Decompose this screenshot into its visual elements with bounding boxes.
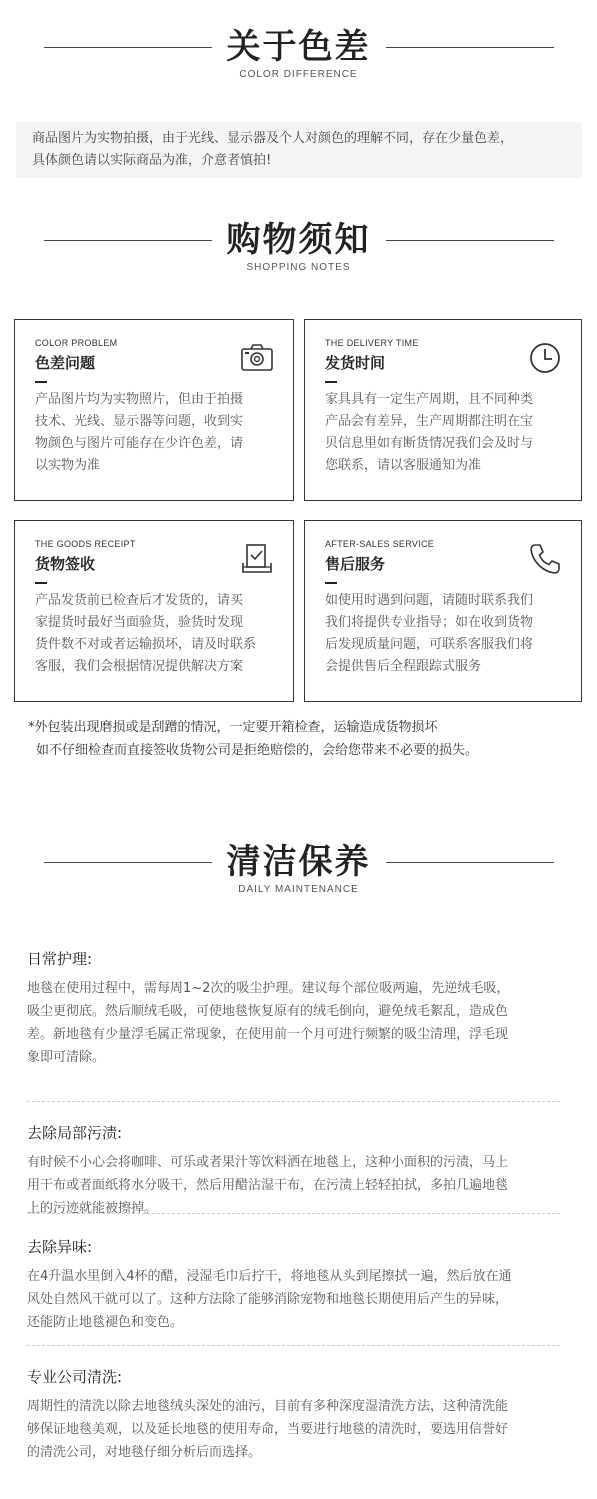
card-en-title: AFTER-SALES SERVICE bbox=[325, 539, 435, 549]
section-title: 购物须知 bbox=[226, 220, 371, 260]
care-line: 差。新地毯有少量浮毛属正常现象，在使用前一个月可进行频繁的吸尘清理，浮毛现 bbox=[27, 1027, 509, 1042]
desc-line: 产品图片均为实物照片，但由于拍摄 bbox=[35, 392, 244, 407]
care-text bbox=[27, 1395, 572, 1464]
daily-maintenance-header bbox=[0, 842, 597, 902]
card-cn-title: 色差问题 bbox=[35, 354, 96, 372]
section-subtitle: COLOR DIFFERENCE bbox=[239, 69, 358, 80]
clock-icon bbox=[527, 340, 563, 376]
camera-icon bbox=[239, 340, 275, 376]
desc-line: 产品发货前已检查后才发货的，请买 bbox=[35, 593, 244, 608]
receipt-icon bbox=[239, 541, 275, 577]
title-dash bbox=[325, 582, 337, 584]
desc-line: 如使用时遇到问题，请随时联系我们 bbox=[325, 593, 534, 608]
desc-line: 后发现质量问题，可联系客服我们将 bbox=[325, 637, 534, 652]
card-goods-receipt bbox=[14, 520, 294, 702]
care-line: 有时候不小心会将咖啡、可乐或者果汁等饮料洒在地毯上，这种小面积的污渍，马上 bbox=[27, 1155, 509, 1170]
footnote-line: 如不仔细检查而直接签收货物公司是拒绝赔偿的，会给您带来不必要的损失。 bbox=[36, 743, 479, 758]
dotted-divider bbox=[27, 1213, 560, 1214]
desc-line: 客服，我们会根据情况提供解决方案 bbox=[35, 659, 244, 674]
color-difference-header bbox=[0, 27, 597, 87]
care-heading: 去除异味: bbox=[27, 1238, 93, 1256]
care-line: 上的污迹就能被擦掉。 bbox=[27, 1201, 158, 1216]
card-delivery-time bbox=[304, 319, 582, 501]
shopping-notes-header bbox=[0, 220, 597, 280]
note-line: 商品图片为实物拍摄，由于光线、显示器及个人对颜色的理解不同，存在少量色差， bbox=[32, 131, 514, 146]
section-title: 关于色差 bbox=[226, 27, 371, 67]
shipping-footnote bbox=[28, 716, 478, 762]
card-description bbox=[35, 389, 273, 477]
desc-line: 货件数不对或者运输损坏，请及时联系 bbox=[35, 637, 257, 652]
title-dash bbox=[35, 381, 47, 383]
desc-line: 以实物为准 bbox=[35, 458, 101, 473]
card-cn-title: 货物签收 bbox=[35, 555, 96, 573]
desc-line: 技术、光线、显示器等问题，收到实 bbox=[35, 414, 244, 429]
care-item-professional bbox=[27, 1366, 572, 1464]
desc-line: 家具具有一定生产周期，且不同种类 bbox=[325, 392, 534, 407]
care-line: 地毯在使用过程中，需每周1~2次的吸尘护理。建议每个部位吸两遍，先逆绒毛吸， bbox=[27, 981, 510, 996]
care-item-daily bbox=[27, 948, 572, 1069]
dotted-divider bbox=[27, 1101, 560, 1102]
care-line: 象即可清除。 bbox=[27, 1050, 106, 1065]
dotted-divider bbox=[27, 1345, 560, 1346]
care-line: 够保证地毯美观，以及延长地毯的使用寿命，当要进行地毯的清洗时，要选用信誉好 bbox=[27, 1422, 509, 1437]
care-heading: 日常护理: bbox=[27, 950, 93, 968]
section-title: 清洁保养 bbox=[226, 842, 371, 882]
note-line: 具体颜色请以实际商品为准，介意者慎拍! bbox=[32, 153, 272, 168]
care-line: 的清洗公司，对地毯仔细分析后而选择。 bbox=[27, 1445, 262, 1460]
care-line: 周期性的清洗以除去地毯绒头深处的油污，目前有多种深度湿清洗方法，这种清洗能 bbox=[27, 1399, 509, 1414]
card-en-title: THE DELIVERY TIME bbox=[325, 338, 419, 348]
divider-line bbox=[386, 47, 554, 48]
card-after-sales bbox=[304, 520, 582, 702]
care-text bbox=[27, 977, 572, 1069]
card-color-problem bbox=[14, 319, 294, 501]
care-text bbox=[27, 1151, 572, 1220]
care-line: 风处自然风干就可以了。这种方法除了能够消除宠物和地毯长期使用后产生的异味， bbox=[27, 1292, 509, 1307]
color-difference-note bbox=[16, 122, 582, 178]
title-dash bbox=[35, 582, 47, 584]
care-heading: 去除局部污渍: bbox=[27, 1124, 123, 1142]
care-line: 吸尘更彻底。然后顺绒毛吸，可使地毯恢复原有的绒毛倒向，避免绒毛絮乱，造成色 bbox=[27, 1004, 509, 1019]
desc-line: 贝信息里如有断货情况我们会及时与 bbox=[325, 436, 534, 451]
desc-line: 物颜色与图片可能存在少许色差，请 bbox=[35, 436, 244, 451]
footnote-line: *外包装出现磨损或是刮蹭的情况，一定要开箱检查，运输造成货物损坏 bbox=[28, 720, 438, 735]
care-heading: 专业公司清洗: bbox=[27, 1368, 123, 1386]
care-line: 在4升温水里倒入4杯的醋，浸湿毛巾后拧干，将地毯从头到尾擦拭一遍，然后放在通 bbox=[27, 1269, 512, 1284]
card-description bbox=[325, 389, 561, 477]
care-item-stains bbox=[27, 1122, 572, 1220]
section-subtitle: SHOPPING NOTES bbox=[246, 262, 351, 273]
card-cn-title: 发货时间 bbox=[325, 354, 386, 372]
card-en-title: THE GOODS RECEIPT bbox=[35, 539, 136, 549]
desc-line: 产品会有差异，生产周期都注明在宝 bbox=[325, 414, 534, 429]
divider-line bbox=[386, 862, 554, 863]
title-dash bbox=[325, 381, 337, 383]
desc-line: 家提货时最好当面验货，验货时发现 bbox=[35, 615, 244, 630]
care-line: 还能防止地毯褪色和变色。 bbox=[27, 1315, 184, 1330]
desc-line: 我们将提供专业指导；如在收到货物 bbox=[325, 615, 534, 630]
divider-line bbox=[386, 240, 554, 241]
phone-icon bbox=[527, 541, 563, 577]
care-line: 用干布或者面纸将水分吸干，然后用醋沾湿干布，在污渍上轻轻拍拭，多拍几遍地毯 bbox=[27, 1178, 509, 1193]
card-en-title: COLOR PROBLEM bbox=[35, 338, 118, 348]
desc-line: 会提供售后全程跟踪式服务 bbox=[325, 659, 482, 674]
desc-line: 您联系，请以客服通知为准 bbox=[325, 458, 482, 473]
card-cn-title: 售后服务 bbox=[325, 555, 386, 573]
card-description bbox=[35, 590, 273, 678]
care-text bbox=[27, 1265, 572, 1334]
card-description bbox=[325, 590, 561, 678]
section-subtitle: DAILY MAINTENANCE bbox=[238, 884, 359, 895]
care-item-odor bbox=[27, 1236, 572, 1334]
